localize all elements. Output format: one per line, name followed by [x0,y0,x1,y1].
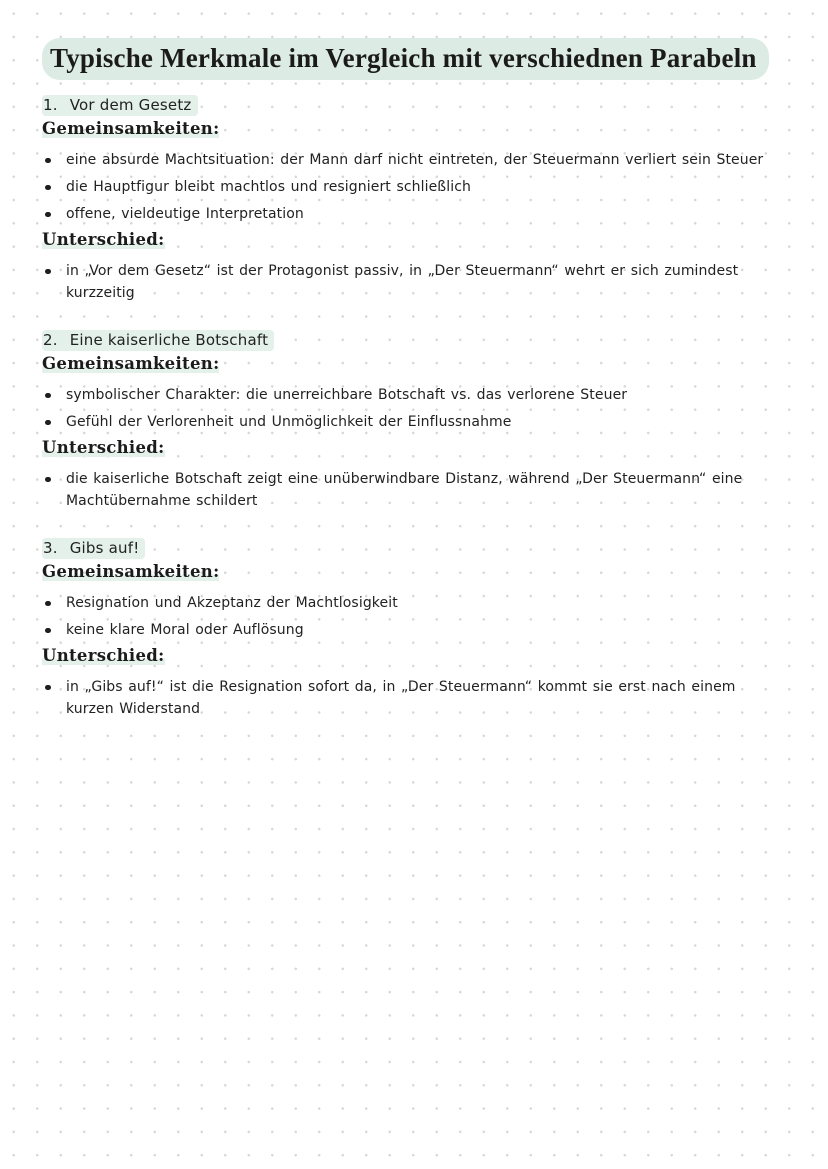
diff-label: Unterschied: [42,646,165,665]
list-item [42,619,782,641]
section-heading [42,95,798,115]
list-item-text: symbolischer Charakter: die unerreichbare Botschaft vs. das verlorene Steuer [66,387,628,403]
bullet-icon [45,158,51,164]
diff-label-row [42,230,798,250]
section-number: 3. [43,539,58,557]
bullet-icon [45,269,51,275]
list-item-text: in „Vor dem Gesetz“ ist der Protagonist passiv, in „Der Steuermann“ wehrt er sich zumindest kurzzeitig [66,263,739,301]
list-item [42,176,782,198]
bullet-icon [45,685,51,691]
diff-label-row [42,646,798,666]
list-item [42,203,782,225]
diff-list [42,468,798,512]
common-label: Gemeinsamkeiten: [42,119,220,138]
list-item-text: keine klare Moral oder Auflösung [66,622,304,638]
bullet-icon [45,185,51,191]
list-item-text: die kaiserliche Botschaft zeigt eine unüberwindbare Distanz, während „Der Steuermann“ eine Machtübernahme schildert [66,471,743,509]
bullet-icon [45,393,51,399]
common-list [42,149,798,225]
common-list [42,384,798,433]
list-item [42,384,782,406]
section-heading [42,538,798,558]
common-label: Gemeinsamkeiten: [42,354,220,373]
bullet-icon [45,477,51,483]
list-item [42,260,782,304]
list-item [42,592,782,614]
common-list [42,592,798,641]
list-item-text: Resignation und Akzeptanz der Machtlosigkeit [66,595,398,611]
list-item [42,676,782,720]
common-label-row [42,562,798,582]
section-title: Gibs auf! [69,539,140,557]
list-item-text: Gefühl der Verlorenheit und Unmöglichkeit der Einflussnahme [66,414,512,430]
list-item [42,411,782,433]
section-number: 2. [43,331,58,349]
section-number: 1. [43,96,58,114]
common-label: Gemeinsamkeiten: [42,562,220,581]
bullet-icon [45,601,51,607]
page-title [42,36,798,78]
diff-label-row [42,438,798,458]
list-item-text: die Hauptfigur bleibt machtlos und resigniert schließlich [66,179,471,195]
section-vor-dem-gesetz [42,95,798,304]
section-eine-kaiserliche-botschaft [42,330,798,512]
common-label-row [42,119,798,139]
page-title-text: Typische Merkmale im Vergleich mit verschiednen Parabeln [42,38,769,80]
section-title: Vor dem Gesetz [69,96,192,114]
section-heading-highlight [42,538,145,559]
list-item-text: in „Gibs auf!“ ist die Resignation sofort da, in „Der Steuermann“ kommt sie erst nach einem kurzen Widerstand [66,679,736,717]
diff-label: Unterschied: [42,438,165,457]
list-item-text: eine absurde Machtsituation: der Mann darf nicht eintreten, der Steuermann verliert sein Steuer [66,152,764,168]
bullet-icon [45,628,51,634]
bullet-icon [45,420,51,426]
section-heading-highlight [42,330,274,351]
list-item [42,468,782,512]
section-heading-highlight [42,95,198,116]
bullet-icon [45,212,51,218]
diff-label: Unterschied: [42,230,165,249]
diff-list [42,260,798,304]
section-title: Eine kaiserliche Botschaft [69,331,269,349]
section-heading [42,330,798,350]
diff-list [42,676,798,720]
list-item [42,149,782,171]
common-label-row [42,354,798,374]
list-item-text: offene, vieldeutige Interpretation [66,206,304,222]
section-gibs-auf [42,538,798,720]
